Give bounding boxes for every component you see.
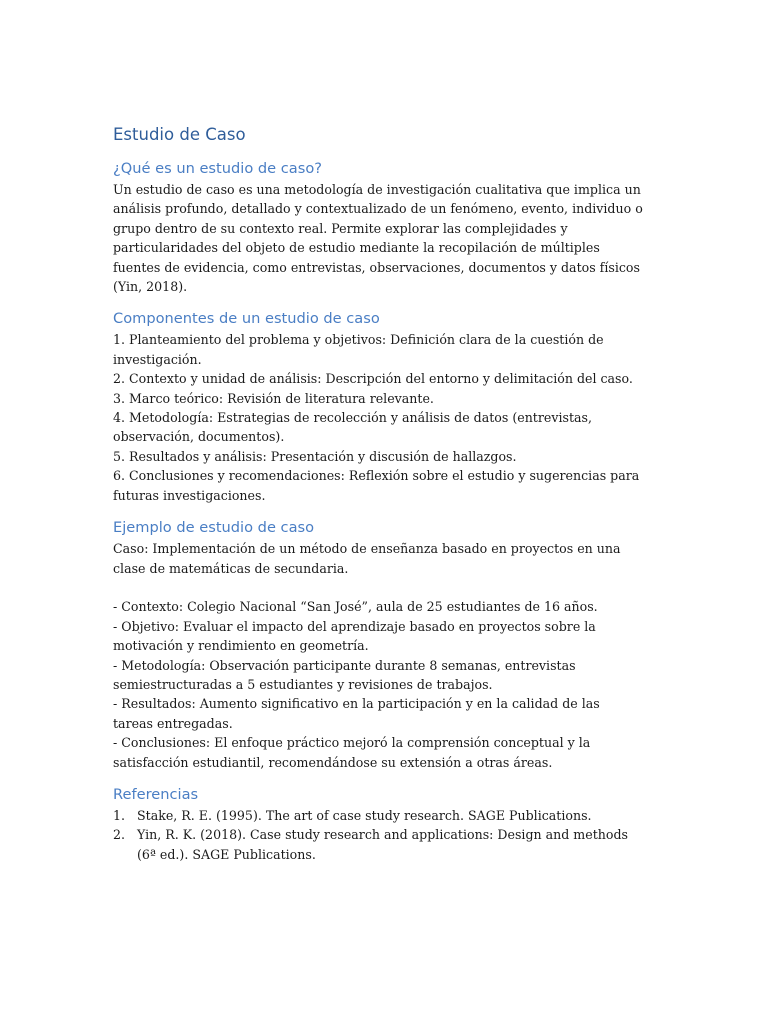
components-list bbox=[113, 330, 643, 505]
list-item: - Contexto: Colegio Nacional “San José”, aula de 25 estudiantes de 16 años. bbox=[113, 599, 598, 615]
list-item: - Metodología: Observación participante durante 8 semanas, entrevistas semiestructuradas a 5 estudiantes y revisiones de trabajos. bbox=[113, 657, 576, 692]
document-page bbox=[113, 122, 643, 864]
reference-item bbox=[113, 825, 643, 864]
document-title: Estudio de Caso bbox=[113, 125, 246, 144]
example-content bbox=[113, 539, 643, 772]
list-item: 3. Marco teórico: Revisión de literatura relevante. bbox=[113, 390, 434, 406]
list-item: 4. Metodología: Estrategias de recolección y análisis de datos (entrevistas, observación, documentos). bbox=[113, 410, 592, 445]
section-heading-example: Ejemplo de estudio de caso bbox=[113, 519, 315, 537]
reference-number: 1. bbox=[113, 807, 126, 823]
reference-text: Yin, R. K. (2018). Case study research and applications: Design and methods (6ª ed.). SAGE Publications. bbox=[137, 827, 628, 862]
list-item: 5. Resultados y análisis: Presentación y discusión de hallazgos. bbox=[113, 448, 517, 464]
section-heading-components: Componentes de un estudio de caso bbox=[113, 310, 380, 328]
example-intro: Caso: Implementación de un método de enseñanza basado en proyectos en una clase de matemáticas de secundaria. bbox=[113, 541, 621, 576]
section-body-what: Un estudio de caso es una metodología de investigación cualitativa que implica un análisis profundo, detallado y contextualizado de un fenómeno, evento, individuo o grupo dentro de su contexto real. Permite explorar las complejidades y particularidades del objeto de estudio mediante la recopilación de múltiples fuentes de evidencia, como entrevistas, observaciones, documentos y datos físicos (Yin, 2018). bbox=[113, 182, 643, 295]
references-list bbox=[113, 806, 643, 864]
reference-number: 2. bbox=[113, 827, 126, 843]
section-heading-references: Referencias bbox=[113, 785, 199, 803]
list-item: - Objetivo: Evaluar el impacto del aprendizaje basado en proyectos sobre la motivación y rendimiento en geometría. bbox=[113, 618, 596, 654]
list-item: - Conclusiones: El enfoque práctico mejoró la comprensión conceptual y la satisfacción estudiantil, recomendándose su extensión a otras áreas. bbox=[113, 735, 591, 770]
list-item: 2. Contexto y unidad de análisis: Descripción del entorno y delimitación del caso. bbox=[113, 371, 633, 387]
blank-line bbox=[113, 578, 643, 597]
list-item: 1. Planteamiento del problema y objetivos: Definición clara de la cuestión de investigación. bbox=[113, 332, 604, 367]
list-item: - Resultados: Aumento significativo en la participación y en la calidad de las tareas entregadas. bbox=[113, 696, 600, 731]
reference-text: Stake, R. E. (1995). The art of case study research. SAGE Publications. bbox=[137, 807, 592, 823]
section-heading-what: ¿Qué es un estudio de caso? bbox=[113, 160, 323, 177]
list-item: 6. Conclusiones y recomendaciones: Reflexión sobre el estudio y sugerencias para futuras investigaciones. bbox=[113, 468, 640, 503]
reference-item bbox=[113, 806, 643, 825]
